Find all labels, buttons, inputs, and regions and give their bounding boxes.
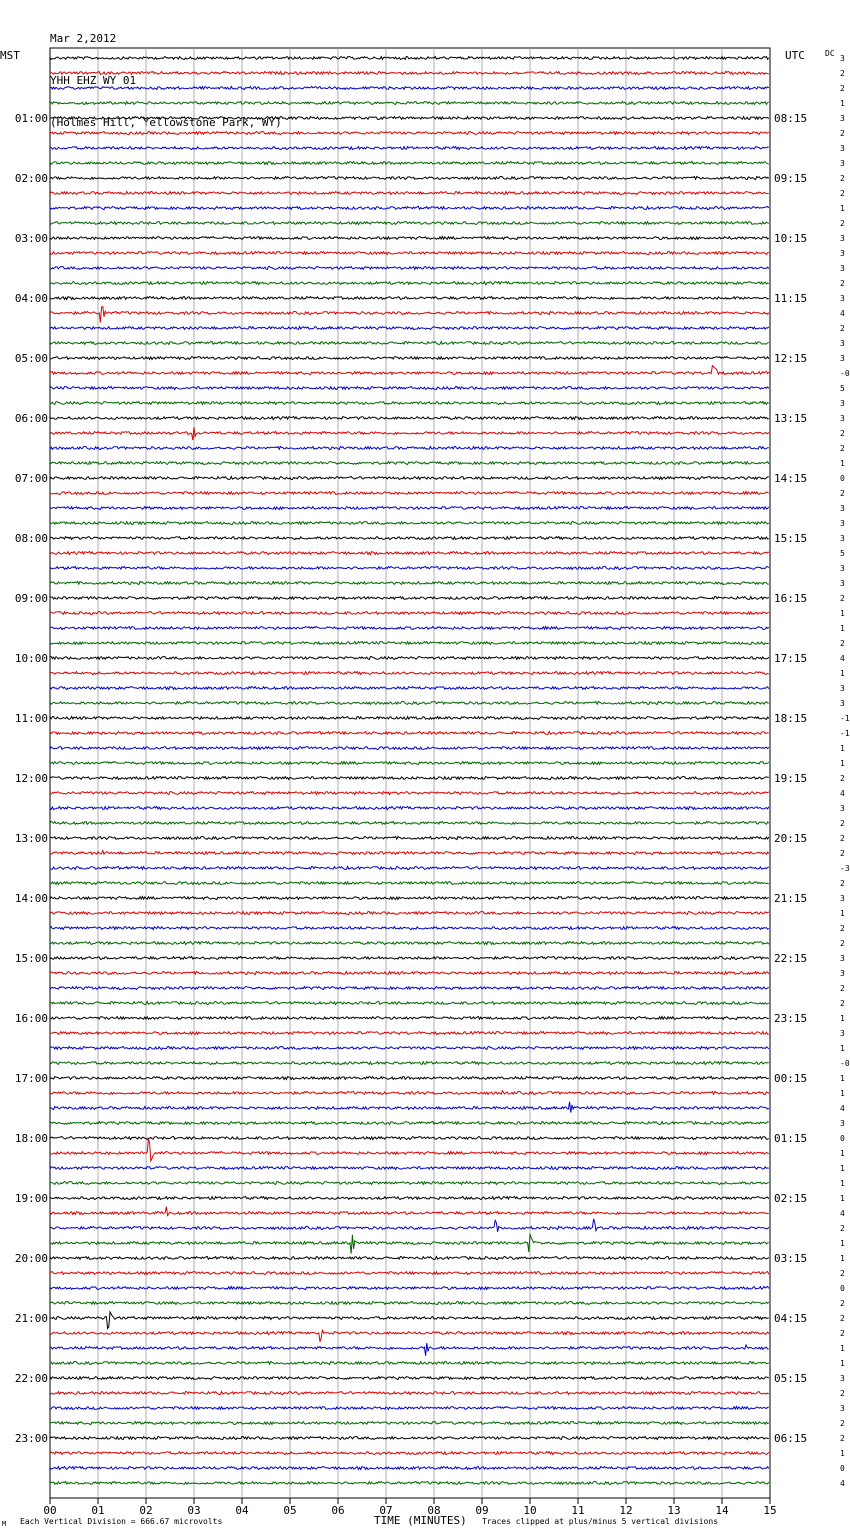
dc-value: 2 <box>840 84 845 93</box>
seismic-trace <box>50 1361 769 1364</box>
seismic-trace <box>50 342 769 345</box>
dc-value: 3 <box>840 234 845 243</box>
seismic-trace <box>50 1182 769 1185</box>
seismic-trace <box>50 836 769 839</box>
seismic-trace <box>50 357 769 360</box>
dc-value: 2 <box>840 279 845 288</box>
dc-value: 2 <box>840 1434 845 1443</box>
seismic-trace <box>50 402 769 405</box>
seismic-trace <box>50 507 769 510</box>
dc-value: 3 <box>840 954 845 963</box>
dc-value: -1 <box>840 729 850 738</box>
mst-hour-label: 09:00 <box>14 592 48 605</box>
chart-footer <box>0 1514 850 1534</box>
seismic-trace <box>50 296 769 299</box>
seismic-trace <box>50 1219 769 1232</box>
mst-hour-label: 05:00 <box>14 352 48 365</box>
utc-hour-label: 04:15 <box>774 1312 808 1325</box>
seismic-trace <box>50 686 769 689</box>
station-label: YHH EHZ WY 01 <box>50 74 137 87</box>
seismic-trace <box>50 1343 769 1356</box>
seismic-trace <box>50 552 769 555</box>
utc-hour-label: 08:15 <box>774 112 808 125</box>
mst-hour-label: 13:00 <box>14 832 48 845</box>
seismic-trace <box>50 327 769 330</box>
seismic-trace <box>50 717 769 720</box>
seismic-trace <box>50 1234 769 1254</box>
dc-value: 2 <box>840 834 845 843</box>
dc-value: 1 <box>840 1014 845 1023</box>
seismic-trace <box>50 1197 769 1200</box>
dc-value: 4 <box>840 1479 845 1488</box>
utc-hour-label: 23:15 <box>774 1012 808 1025</box>
x-tick-label: 00 <box>43 1504 57 1514</box>
seismic-trace <box>50 701 769 704</box>
dc-value: 1 <box>840 1449 845 1458</box>
dc-value: 1 <box>840 1149 845 1158</box>
dc-value: 1 <box>840 99 845 108</box>
dc-value: 1 <box>840 1179 845 1188</box>
seismic-trace <box>50 971 769 974</box>
dc-value: 1 <box>840 1164 845 1173</box>
seismic-trace <box>50 366 769 375</box>
seismic-trace <box>50 252 769 255</box>
seismic-trace <box>50 851 769 855</box>
dc-value: 0 <box>840 1464 845 1473</box>
x-tick-label: 08 <box>427 1504 441 1514</box>
utc-hour-label: 14:15 <box>774 472 808 485</box>
dc-value: 1 <box>840 759 845 768</box>
mst-hour-label: 15:00 <box>14 952 48 965</box>
dc-value: 3 <box>840 1374 845 1383</box>
dc-value: 2 <box>840 174 845 183</box>
dc-value: 3 <box>840 1029 845 1038</box>
mst-hour-label: 22:00 <box>14 1372 48 1385</box>
dc-value: 0 <box>840 1284 845 1293</box>
utc-hour-label: 22:15 <box>774 952 808 965</box>
dc-value: 1 <box>840 1044 845 1053</box>
dc-value: 2 <box>840 1224 845 1233</box>
utc-hour-label: 05:15 <box>774 1372 808 1385</box>
seismic-trace <box>50 57 769 60</box>
dc-value: 2 <box>840 129 845 138</box>
dc-value: 2 <box>840 429 845 438</box>
x-axis-title: TIME (MINUTES) <box>374 1514 467 1527</box>
seismic-trace <box>50 86 769 89</box>
dc-value: 1 <box>840 1074 845 1083</box>
utc-hour-label: 19:15 <box>774 772 808 785</box>
seismic-trace <box>50 807 769 810</box>
seismic-trace <box>50 307 769 323</box>
seismic-trace <box>50 1102 769 1113</box>
utc-hour-label: 17:15 <box>774 652 808 665</box>
seismic-trace <box>50 1139 769 1161</box>
dc-value: 2 <box>840 1299 845 1308</box>
dc-value: 3 <box>840 684 845 693</box>
dc-value: 1 <box>840 1239 845 1248</box>
dc-value: 2 <box>840 939 845 948</box>
seismic-trace <box>50 1407 769 1410</box>
seismic-trace <box>50 1002 769 1005</box>
seismic-trace <box>50 642 769 645</box>
dc-value: 4 <box>840 1104 845 1113</box>
dc-axis-label: DC <box>825 49 835 58</box>
seismic-trace <box>50 1062 769 1065</box>
seismic-trace <box>50 101 769 104</box>
dc-value: 2 <box>840 879 845 888</box>
utc-hour-label: 03:15 <box>774 1252 808 1265</box>
seismic-trace <box>50 627 769 630</box>
dc-value: 3 <box>840 114 845 123</box>
dc-value: 0 <box>840 1134 845 1143</box>
dc-value: 1 <box>840 1359 845 1368</box>
dc-value: 3 <box>840 1119 845 1128</box>
seismic-trace <box>50 282 769 285</box>
dc-value: 4 <box>840 1209 845 1218</box>
dc-value: 3 <box>840 894 845 903</box>
mst-hour-label: 07:00 <box>14 472 48 485</box>
date-label: Mar 2,2012 <box>50 32 117 45</box>
seismic-trace <box>50 942 769 945</box>
utc-axis-label: UTC <box>785 49 805 62</box>
dc-value: 3 <box>840 339 845 348</box>
dc-value: 3 <box>840 969 845 978</box>
seismic-trace <box>50 237 769 240</box>
dc-value: -0 <box>840 369 850 378</box>
x-tick-label: 15 <box>763 1504 777 1514</box>
dc-value: 3 <box>840 249 845 258</box>
seismic-trace <box>50 792 769 795</box>
plot-frame <box>50 48 770 1498</box>
seismic-trace <box>50 987 769 990</box>
dc-value: 2 <box>840 999 845 1008</box>
dc-value: 3 <box>840 1404 845 1413</box>
seismic-trace <box>50 821 769 824</box>
seismic-trace <box>50 566 769 569</box>
dc-value: 2 <box>840 1269 845 1278</box>
seismic-trace <box>50 747 769 750</box>
dc-value: 1 <box>840 1254 845 1263</box>
dc-value: 3 <box>840 699 845 708</box>
dc-value: 3 <box>840 504 845 513</box>
dc-value: 2 <box>840 189 845 198</box>
mst-hour-label: 02:00 <box>14 172 48 185</box>
seismic-trace <box>50 1032 769 1035</box>
x-tick-label: 03 <box>187 1504 201 1514</box>
dc-value: 3 <box>840 534 845 543</box>
mst-hour-label: 21:00 <box>14 1312 48 1325</box>
seismic-trace <box>50 132 769 135</box>
seismic-trace <box>50 1481 769 1484</box>
mst-hour-label: 08:00 <box>14 532 48 545</box>
dc-value: 3 <box>840 519 845 528</box>
seismic-trace <box>50 267 769 270</box>
dc-value: 1 <box>840 909 845 918</box>
seismic-trace <box>50 612 769 615</box>
seismic-trace <box>50 477 769 480</box>
seismic-trace <box>50 387 769 390</box>
seismic-trace <box>50 222 769 225</box>
utc-hour-label: 16:15 <box>774 592 808 605</box>
seismic-trace <box>50 956 769 959</box>
seismic-trace <box>50 1392 769 1395</box>
seismic-trace <box>50 732 769 735</box>
dc-value: -3 <box>840 864 850 873</box>
x-tick-label: 09 <box>475 1504 489 1514</box>
dc-value: 2 <box>840 219 845 228</box>
mst-hour-label: 14:00 <box>14 892 48 905</box>
dc-value: 1 <box>840 624 845 633</box>
dc-value: 3 <box>840 579 845 588</box>
dc-value: 1 <box>840 204 845 213</box>
dc-value: 2 <box>840 1329 845 1338</box>
utc-hour-label: 09:15 <box>774 172 808 185</box>
seismic-trace <box>50 1122 769 1125</box>
seismic-trace <box>50 537 769 540</box>
dc-value: 3 <box>840 804 845 813</box>
seismic-trace <box>50 492 769 495</box>
dc-value: 4 <box>840 654 845 663</box>
dc-value: 3 <box>840 564 845 573</box>
seismic-trace <box>50 1257 769 1260</box>
x-tick-label: 13 <box>667 1504 681 1514</box>
seismic-trace <box>50 1422 769 1425</box>
utc-hour-label: 10:15 <box>774 232 808 245</box>
location-label: (Holmes Hill, Yellowstone Park, WY) <box>50 116 282 129</box>
dc-value: 2 <box>840 849 845 858</box>
dc-value: 1 <box>840 1194 845 1203</box>
dc-value: -0 <box>840 1059 850 1068</box>
dc-value: 3 <box>840 414 845 423</box>
seismic-trace <box>50 192 769 195</box>
seismic-trace <box>50 1207 769 1216</box>
dc-value: 3 <box>840 159 845 168</box>
seismic-trace <box>50 927 769 930</box>
seismic-trace <box>50 1017 769 1020</box>
dc-value: 2 <box>840 924 845 933</box>
x-tick-label: 12 <box>619 1504 633 1514</box>
utc-hour-label: 02:15 <box>774 1192 808 1205</box>
seismic-trace <box>50 777 769 780</box>
corner-mark: M <box>2 1520 7 1528</box>
mst-hour-label: 19:00 <box>14 1192 48 1205</box>
dc-value: 2 <box>840 69 845 78</box>
x-tick-label: 14 <box>715 1504 729 1514</box>
mst-hour-label: 18:00 <box>14 1132 48 1145</box>
mst-hour-label: 06:00 <box>14 412 48 425</box>
seismic-trace <box>50 1437 769 1440</box>
dc-value: 2 <box>840 984 845 993</box>
mst-hour-label: 12:00 <box>14 772 48 785</box>
dc-value: 1 <box>840 1344 845 1353</box>
dc-value: 3 <box>840 294 845 303</box>
seismic-trace <box>50 1076 769 1079</box>
seismic-trace <box>50 1302 769 1305</box>
seismic-trace <box>50 1167 769 1170</box>
dc-value: 2 <box>840 489 845 498</box>
seismic-trace <box>50 1047 769 1050</box>
x-tick-label: 11 <box>571 1504 585 1514</box>
seismic-trace <box>50 417 769 420</box>
dc-value: 1 <box>840 669 845 678</box>
seismic-trace <box>50 762 769 765</box>
dc-value: 2 <box>840 639 845 648</box>
dc-value: 4 <box>840 789 845 798</box>
seismic-trace <box>50 581 769 584</box>
seismic-trace <box>50 672 769 675</box>
seismic-trace <box>50 1272 769 1275</box>
mst-hour-label: 10:00 <box>14 652 48 665</box>
dc-value: 5 <box>840 384 845 393</box>
utc-hour-label: 20:15 <box>774 832 808 845</box>
x-tick-label: 05 <box>283 1504 297 1514</box>
seismic-trace <box>50 1091 769 1095</box>
dc-value: 2 <box>840 1314 845 1323</box>
utc-hour-label: 21:15 <box>774 892 808 905</box>
dc-value: 2 <box>840 444 845 453</box>
dc-value: 3 <box>840 264 845 273</box>
seismic-trace <box>50 1137 769 1140</box>
x-tick-label: 06 <box>331 1504 345 1514</box>
utc-hour-label: 12:15 <box>774 352 808 365</box>
x-tick-label: 01 <box>91 1504 105 1514</box>
seismic-trace <box>50 161 769 164</box>
seismic-trace <box>50 71 769 74</box>
seismic-trace <box>50 522 769 525</box>
utc-hour-label: 00:15 <box>774 1072 808 1085</box>
seismic-trace <box>50 657 769 660</box>
dc-value: 4 <box>840 309 845 318</box>
mst-hour-label: 04:00 <box>14 292 48 305</box>
dc-value: 1 <box>840 1089 845 1098</box>
seismic-trace <box>50 912 769 915</box>
x-tick-label: 07 <box>379 1504 393 1514</box>
seismic-trace <box>50 882 769 885</box>
dc-value: 2 <box>840 1419 845 1428</box>
dc-value: 3 <box>840 144 845 153</box>
seismic-trace <box>50 1467 769 1470</box>
seismic-trace <box>50 427 769 440</box>
seismic-trace <box>50 117 769 120</box>
seismic-trace <box>50 1287 769 1290</box>
seismic-trace <box>50 446 769 449</box>
utc-hour-label: 11:15 <box>774 292 808 305</box>
utc-hour-label: 01:15 <box>774 1132 808 1145</box>
clip-note: Traces clipped at plus/minus 5 vertical divisions <box>482 1517 719 1526</box>
seismic-trace <box>50 1377 769 1380</box>
seismic-trace <box>50 1330 769 1342</box>
mst-hour-label: 23:00 <box>14 1432 48 1445</box>
division-note: Each Vertical Division = 666.67 microvolts <box>20 1517 223 1526</box>
seismic-trace <box>50 176 769 179</box>
seismic-trace <box>50 597 769 600</box>
utc-hour-label: 15:15 <box>774 532 808 545</box>
mst-hour-label: 11:00 <box>14 712 48 725</box>
mst-hour-label: 03:00 <box>14 232 48 245</box>
seismic-trace <box>50 147 769 150</box>
utc-hour-label: 18:15 <box>774 712 808 725</box>
dc-value: 3 <box>840 354 845 363</box>
dc-value: 1 <box>840 459 845 468</box>
dc-value: 1 <box>840 744 845 753</box>
dc-value: 2 <box>840 819 845 828</box>
dc-value: 1 <box>840 609 845 618</box>
dc-value: 2 <box>840 774 845 783</box>
dc-value: -1 <box>840 714 850 723</box>
seismic-trace <box>50 1312 769 1329</box>
mst-hour-label: 20:00 <box>14 1252 48 1265</box>
seismic-trace <box>50 1452 769 1455</box>
x-tick-label: 10 <box>523 1504 537 1514</box>
utc-hour-label: 13:15 <box>774 412 808 425</box>
seismic-trace <box>50 462 769 465</box>
x-tick-label: 02 <box>139 1504 153 1514</box>
dc-value: 2 <box>840 594 845 603</box>
seismic-trace <box>50 867 769 870</box>
mst-hour-label: 17:00 <box>14 1072 48 1085</box>
x-tick-label: 04 <box>235 1504 249 1514</box>
utc-hour-label: 06:15 <box>774 1432 808 1445</box>
seismic-trace <box>50 897 769 900</box>
dc-value: 5 <box>840 549 845 558</box>
mst-axis-label: MST <box>0 49 20 62</box>
dc-value: 3 <box>840 54 845 63</box>
dc-value: 2 <box>840 324 845 333</box>
seismic-trace <box>50 207 769 210</box>
dc-value: 3 <box>840 399 845 408</box>
mst-hour-label: 16:00 <box>14 1012 48 1025</box>
dc-value: 0 <box>840 474 845 483</box>
dc-value: 2 <box>840 1389 845 1398</box>
mst-hour-label: 01:00 <box>14 112 48 125</box>
